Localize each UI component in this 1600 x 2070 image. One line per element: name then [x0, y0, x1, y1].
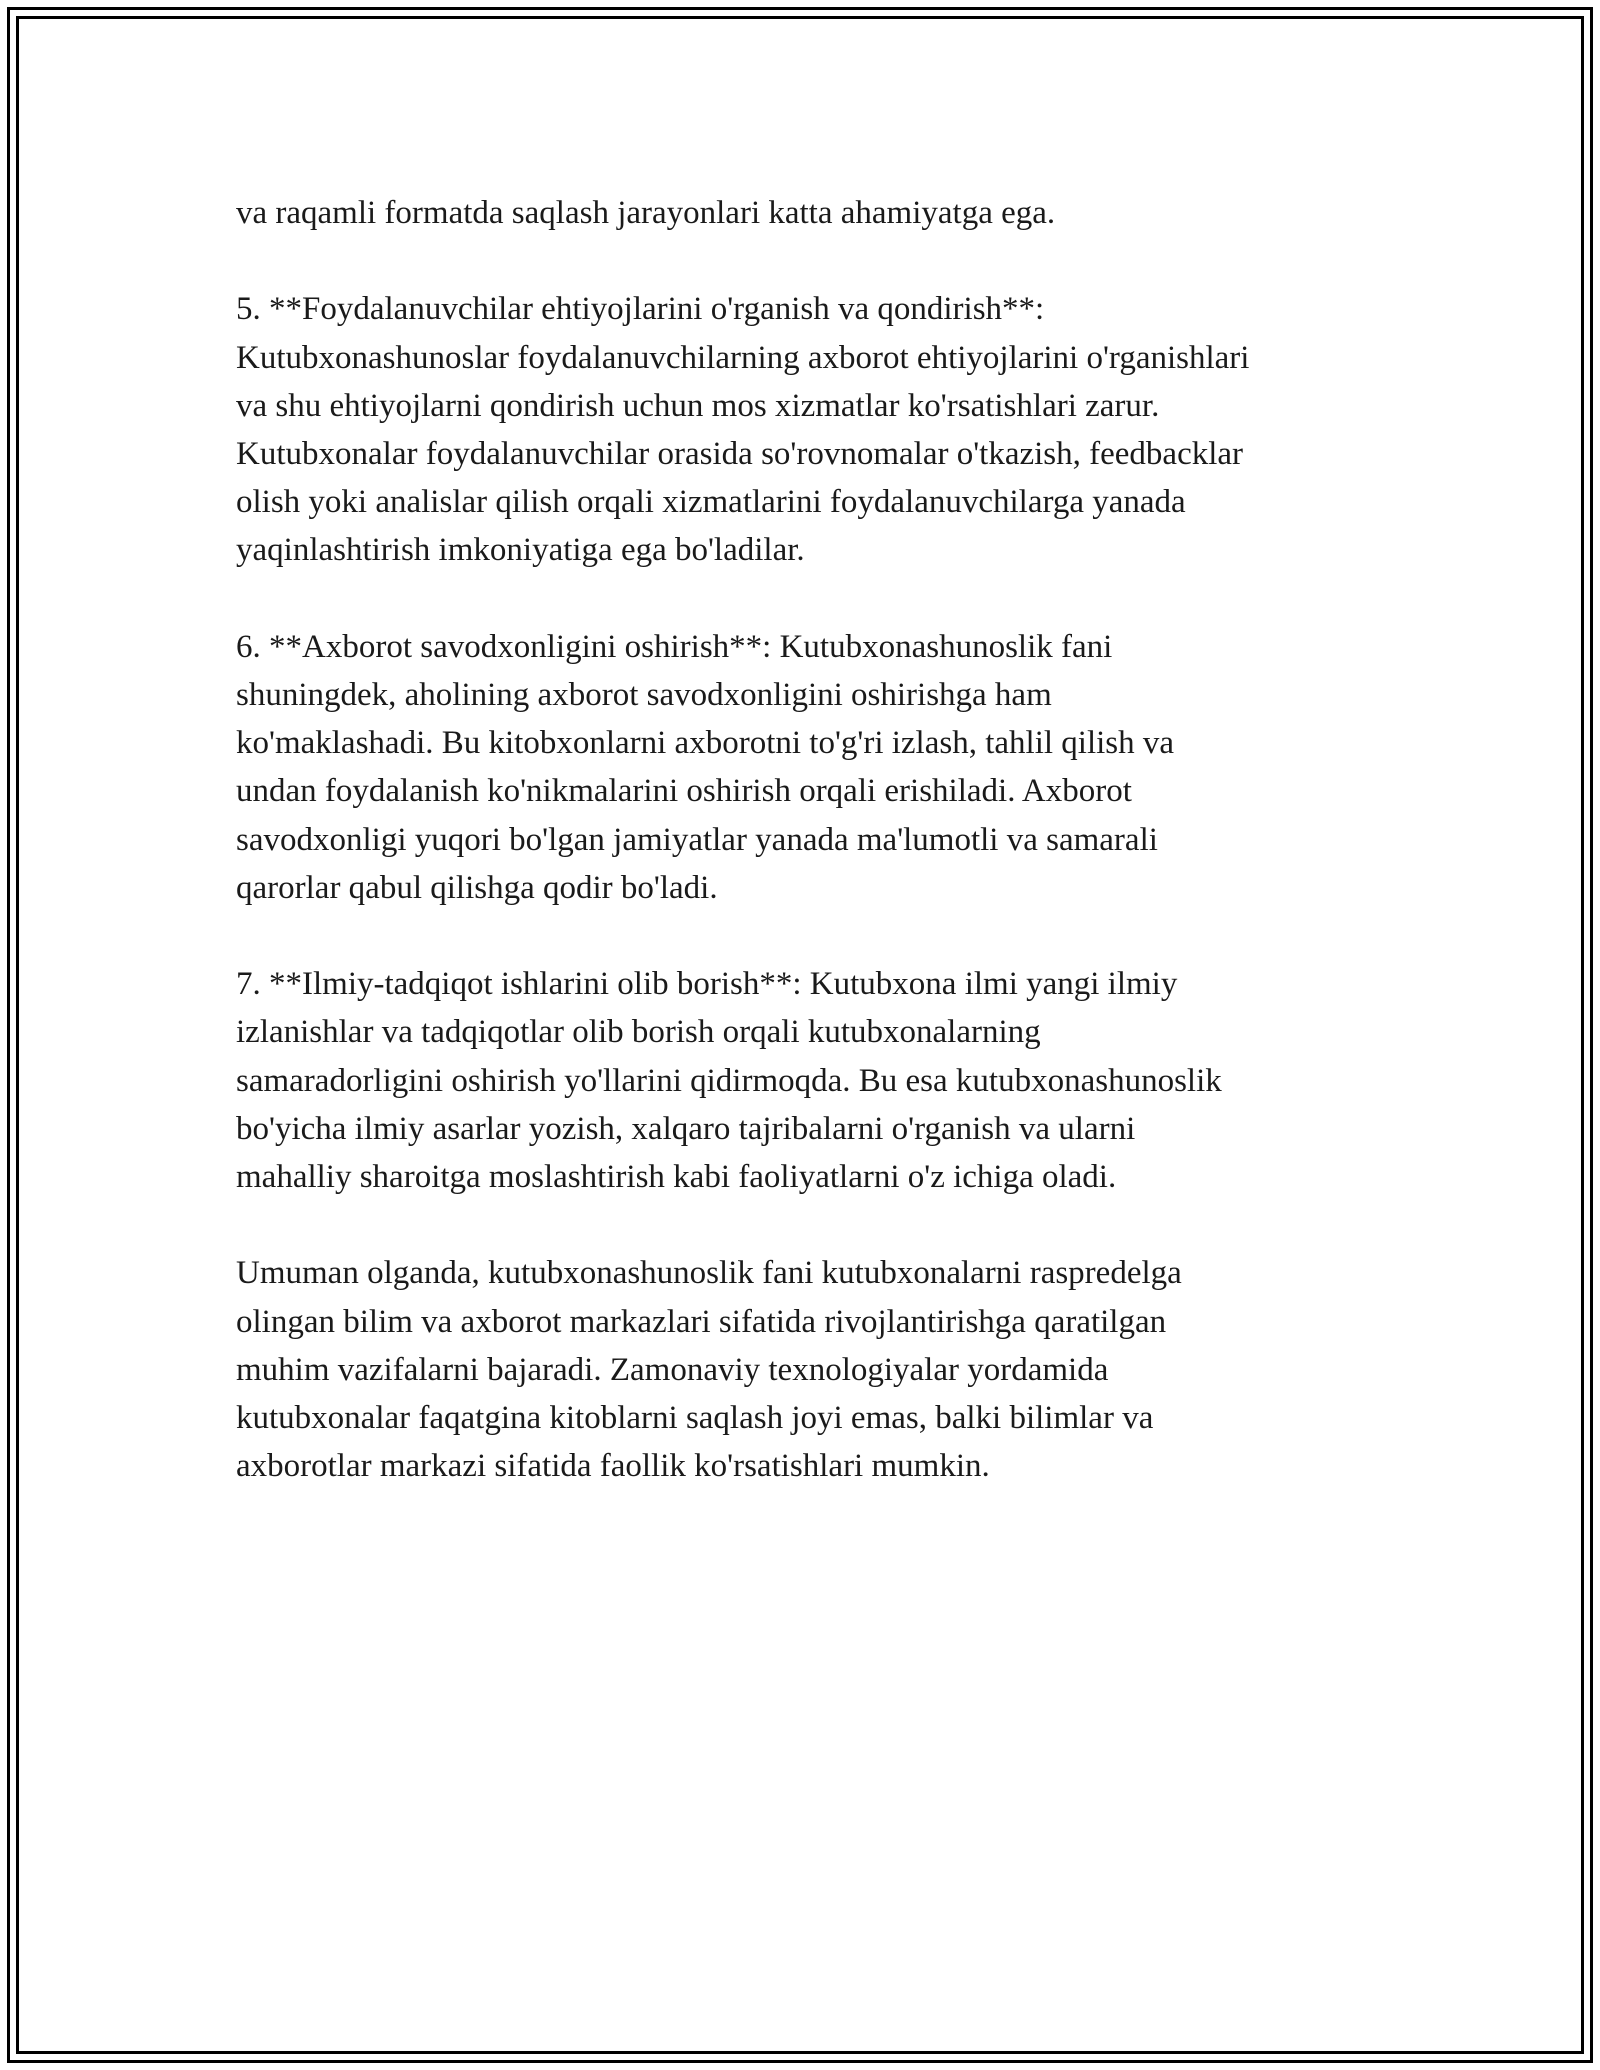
paragraph-conclusion: Umuman olganda, kutubxonashunoslik fani kutubxonalarni raspredelga olingan bilim va axborot markazlari sifatida rivojlantirishga qaratilgan muhim vazifalarni bajaradi. Zamonaviy texnologiyalar yordamida kutubxonalar faqatgina kitoblarni saqlash joyi emas, balki bilimlar va axborotlar markazi sifatida faollik ko'rsatishlari mumkin.	[236, 1255, 1182, 1485]
paragraph-item-6-information-literacy: 6. **Axborot savodxonligini oshirish**: Kutubxonashunoslik fani shuningdek, aholining axborot savodxonligini oshirishga ham ko'maklashadi. Bu kitobxonlarni axborotni to'g'ri izlash, tahlil qilish va undan foydalanish ko'nikmalarini oshirish orqali erishiladi. Axborot savodxonligi yuqori bo'lgan jamiyatlar yanada ma'lumotli va samarali qarorlar qabul qilishga qodir bo'ladi.	[236, 628, 1175, 906]
paragraph-continuation: va raqamli formatda saqlash jarayonlari katta ahamiyatga ega.	[236, 195, 1056, 231]
paragraph-item-5-user-needs: 5. **Foydalanuvchilar ehtiyojlarini o'rganish va qondirish**: Kutubxonashunoslar foydalanuvchilarning axborot ehtiyojlarini o'rganishlari va shu ehtiyojlarni qondirish uchun mos xizmatlar ko'rsatishlari zarur. Kutubxonalar foydalanuvchilar orasida so'rovnomalar o'tkazish, feedbacklar olish yoki analislar qilish orqali xizmatlarini foydalanuvchilarga yanada yaqinlashtirish imkoniyatiga ega bo'ladilar.	[236, 291, 1250, 569]
document-body	[236, 189, 1416, 1539]
paragraph-item-7-research: 7. **Ilmiy-tadqiqot ishlarini olib borish**: Kutubxona ilmi yangi ilmiy izlanishlar va tadqiqotlar olib borish orqali kutubxonalarning samaradorligini oshirish yo'llarini qidirmoqda. Bu esa kutubxonashunoslik bo'yicha ilmiy asarlar yozish, xalqaro tajribalarni o'rganish va ularni mahalliy sharoitga moslashtirish kabi faoliyatlarni o'z ichiga oladi.	[236, 966, 1222, 1196]
